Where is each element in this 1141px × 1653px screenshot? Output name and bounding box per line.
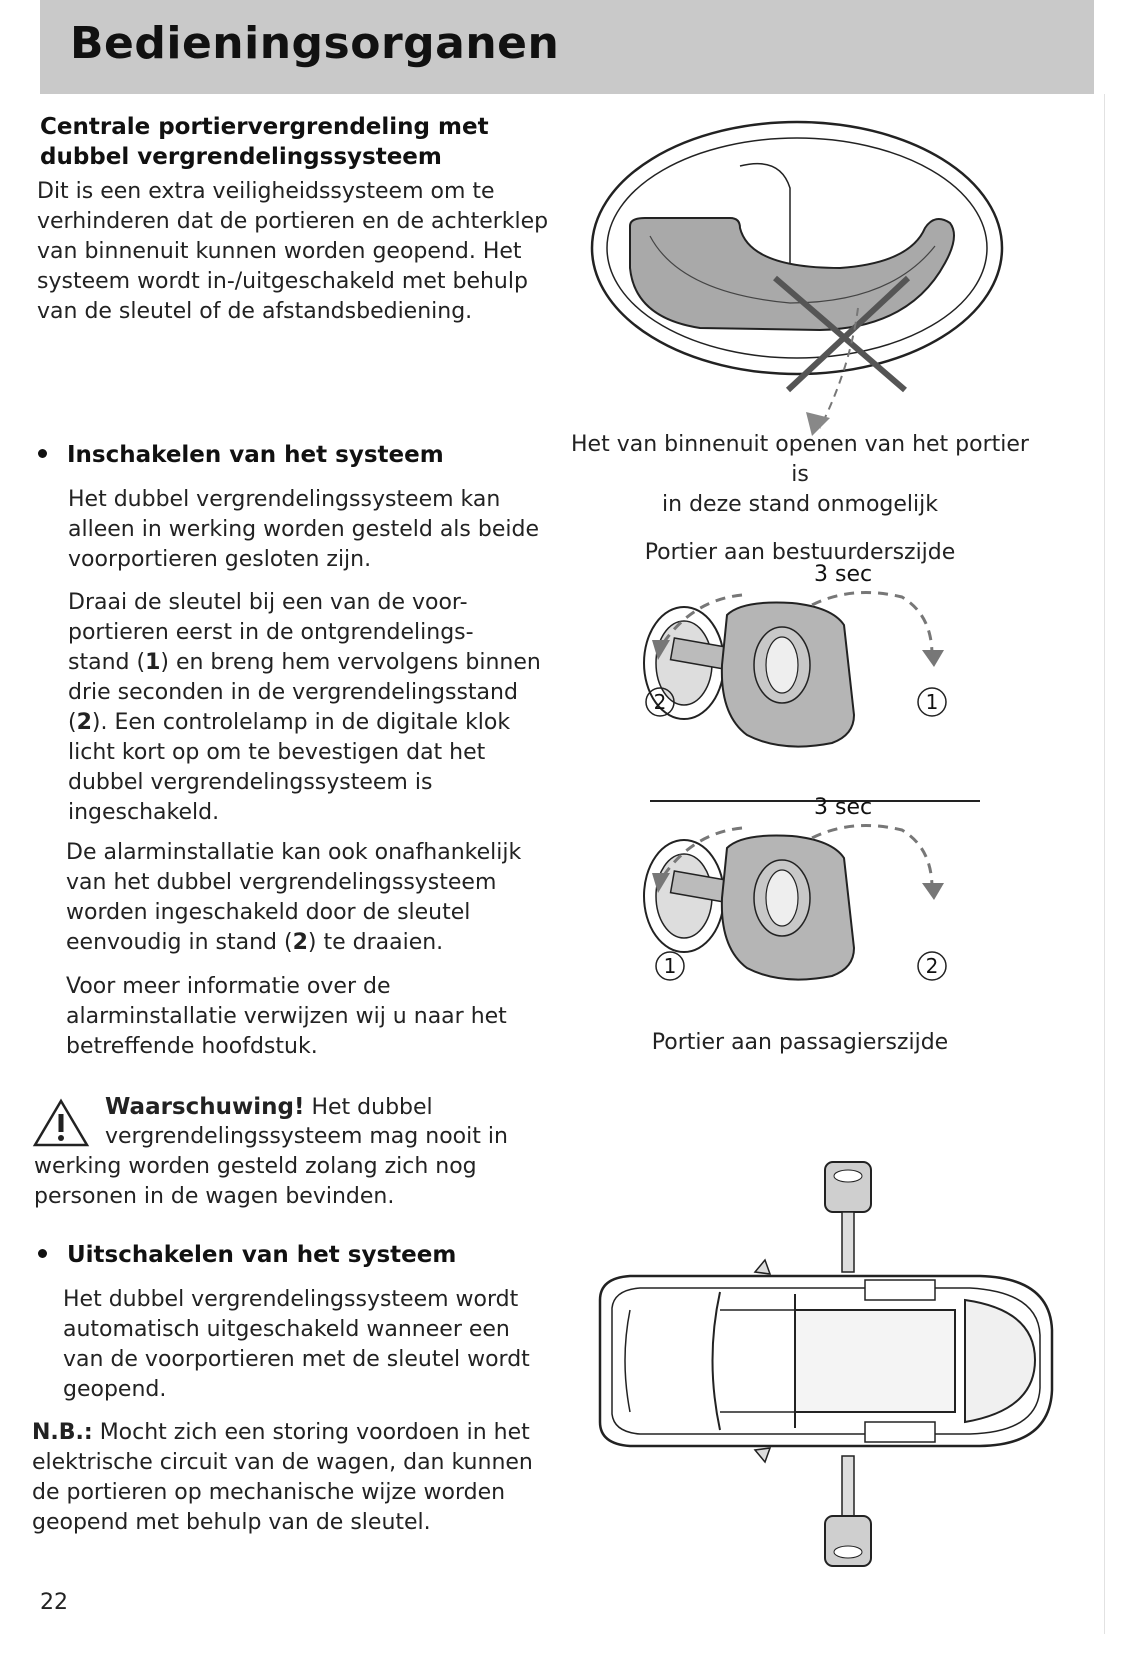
door-handle-illustration <box>590 118 1020 438</box>
text-line: alarminstallatie verwijzen wij u naar het <box>66 1004 507 1029</box>
passenger-caption: Portier aan passagierszijde <box>651 1030 949 1055</box>
text-line <box>32 1418 533 1448</box>
text-fragment: ) te draaien. <box>307 930 444 955</box>
text-line: van de sleutel of de afstandsbediening. <box>37 299 473 324</box>
text-line: ingeschakeld. <box>68 800 220 825</box>
warning-line-2: vergrendelingssysteem mag nooit in <box>105 1124 508 1149</box>
text-line: betreffende hoofdstuk. <box>66 1034 318 1059</box>
text-line: werking worden gesteld zolang zich nog <box>34 1154 477 1179</box>
text-line: van binnenuit kunnen worden geopend. Het <box>37 239 522 264</box>
text-line: geopend met behulp van de sleutel. <box>32 1510 431 1535</box>
text-line: van de voorportieren met de sleutel wordt <box>63 1347 530 1372</box>
text-line: geopend. <box>63 1377 167 1402</box>
text-line: van het dubbel vergrendelingssysteem <box>66 870 497 895</box>
text-line: Het dubbel vergrendelingssysteem wordt <box>63 1287 519 1312</box>
text-line: systeem wordt in-/uitgeschakeld met behulp <box>37 269 528 294</box>
driver-key-diagram <box>632 562 992 765</box>
section-title <box>40 112 540 172</box>
text-line: De alarminstallatie kan ook onafhankelijk <box>66 840 522 865</box>
position-label: 2 <box>925 954 939 978</box>
text-line: portieren eerst in de ontgrendelings- <box>68 620 474 645</box>
text-line: automatisch uitgeschakeld wanneer een <box>63 1317 510 1342</box>
text-line: personen in de wagen bevinden. <box>34 1184 395 1209</box>
enable-heading <box>38 440 444 470</box>
enable-paragraph-3 <box>66 838 521 958</box>
warning-label: Waarschuwing! <box>105 1094 305 1120</box>
text-line: verhinderen dat de portieren en de achterklep <box>37 209 549 234</box>
text-line: dubbel vergrendelingssysteem is <box>68 770 433 795</box>
position-label: 2 <box>653 690 667 714</box>
text-line: Het dubbel vergrendelingssysteem kan <box>68 487 501 512</box>
warning-rest <box>34 1152 477 1212</box>
text-line <box>68 648 541 678</box>
section-title-line: Centrale portiervergrendeling met <box>40 114 489 140</box>
text-fragment: eenvoudig in stand ( <box>66 930 293 955</box>
note-paragraph <box>32 1418 533 1538</box>
enable-paragraph-2 <box>68 588 541 828</box>
section-title-line: dubbel vergrendelingssysteem <box>40 144 442 170</box>
disable-paragraph <box>63 1285 530 1405</box>
text-line: alleen in werking worden gesteld als beide <box>68 517 539 542</box>
key-bottom-icon <box>825 1456 871 1566</box>
text-line: Dit is een extra veiligheidssysteem om te <box>37 179 495 204</box>
warning-line-1 <box>105 1092 433 1123</box>
page-title: Bedieningsorganen <box>70 18 560 69</box>
text-line <box>68 708 541 738</box>
warning-triangle-icon <box>32 1098 90 1148</box>
driver-caption: Portier aan bestuurderszijde <box>644 540 956 565</box>
handle-caption <box>560 430 1040 520</box>
position-number: 2 <box>292 930 308 955</box>
enable-paragraph-4 <box>66 972 507 1062</box>
text-fragment: Mocht zich een storing voordoen in het <box>92 1420 530 1445</box>
disable-heading <box>38 1240 456 1270</box>
text-line: Voor meer informatie over de <box>66 974 391 999</box>
text-line: in deze stand onmogelijk <box>662 492 938 517</box>
text-fragment: Het dubbel <box>304 1095 433 1120</box>
intro-paragraph <box>37 177 548 327</box>
key-top-icon <box>825 1162 871 1272</box>
text-fragment: ) en breng hem vervolgens binnen <box>160 650 541 675</box>
position-label: 1 <box>925 690 939 714</box>
position-number: 2 <box>76 710 92 735</box>
car-top-view-illustration <box>580 1160 1060 1610</box>
text-line: licht kort op om te bevestigen dat het <box>68 740 486 765</box>
text-line: worden ingeschakeld door de sleutel <box>66 900 471 925</box>
page-number: 22 <box>40 1590 68 1615</box>
bullet-icon <box>38 449 47 458</box>
bullet-icon <box>38 1249 47 1258</box>
note-label: N.B.: <box>32 1420 93 1445</box>
timer-label: 3 sec <box>814 562 873 587</box>
enable-paragraph-1 <box>68 485 539 575</box>
text-fragment: stand ( <box>68 650 146 675</box>
text-line: de portieren op mechanische wijze worden <box>32 1480 506 1505</box>
car-icon <box>600 1260 1052 1462</box>
timer-label: 3 sec <box>814 795 873 820</box>
position-label: 1 <box>663 954 677 978</box>
text-line: elektrische circuit van de wagen, dan kunnen <box>32 1450 533 1475</box>
text-fragment: ( <box>68 710 77 735</box>
disable-heading-text: Uitschakelen van het systeem <box>67 1242 457 1268</box>
text-line: Het van binnenuit openen van het portier is <box>571 432 1029 487</box>
text-line: drie seconden in de vergrendelingsstand <box>68 680 518 705</box>
passenger-key-diagram <box>632 795 992 998</box>
page-edge-line <box>1104 94 1105 1634</box>
text-fragment: ). Een controlelamp in de digitale klok <box>91 710 511 735</box>
text-line: Draai de sleutel bij een van de voor- <box>68 590 468 615</box>
position-number: 1 <box>145 650 161 675</box>
text-line: voorportieren gesloten zijn. <box>68 547 372 572</box>
enable-heading-text: Inschakelen van het systeem <box>67 442 444 468</box>
text-line <box>66 928 521 958</box>
